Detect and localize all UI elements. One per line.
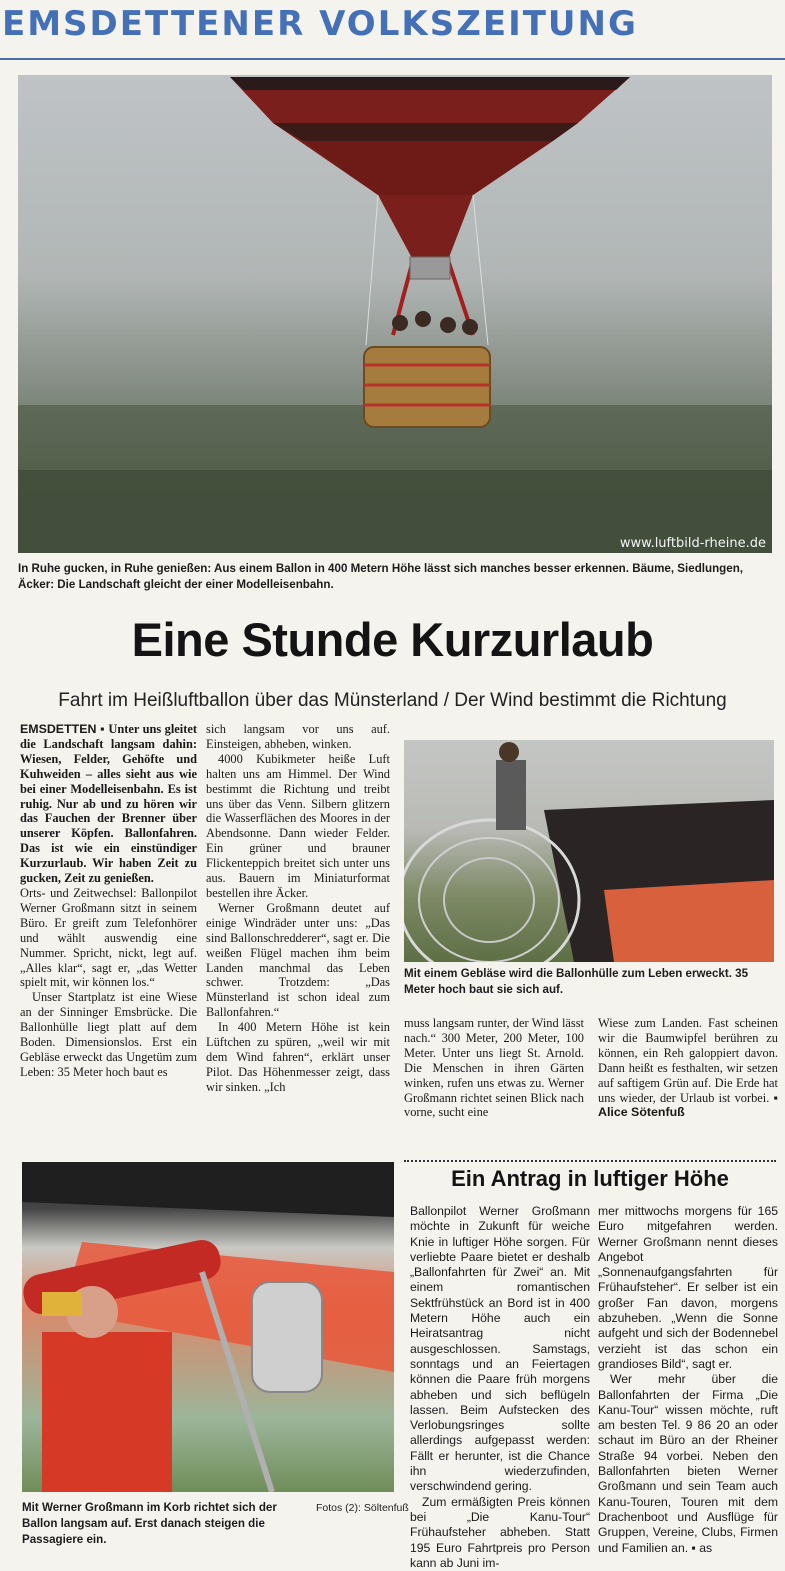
inflation-photo-caption: Mit einem Gebläse wird die Ballonhülle zum Leben erweckt. 35 Meter hoch baut sie sich auf. [404, 967, 749, 996]
sidebar-column-2 [598, 1204, 778, 1556]
paragraph: Werner Großmann deutet auf einige Windräder unter uns: „Das sind Ballonschredderer“, sagt er. Die weißen Flügel machen ihm beim Landen manchmal das Leben schwer. Trotzdem: „Das Münsterland ist schon ideal zum Ballonfahren.“ [206, 900, 390, 1020]
article-column-2 [206, 722, 390, 1095]
section-divider [404, 1160, 776, 1162]
paragraph: sich langsam vor uns auf. Einsteigen, abheben, winken. [206, 722, 390, 751]
basket-photo-caption: Mit Werner Großmann im Korb richtet sich der Ballon langsam auf. Erst danach steigen die Passagiere ein. [22, 1501, 277, 1546]
paragraph-text: Wiese zum Landen. Fast scheinen wir die Baumwipfel berühren zu können, ein Reh galoppiert davon. Dann heißt es festhalten, wir setzen auf saftigem Grün auf. Die Erde hat uns wieder, der Urlaub ist vorbei. [598, 1016, 778, 1105]
sidebar-headline: Ein Antrag in luftiger Höhe [451, 1166, 729, 1191]
paragraph: Wer mehr über die Ballonfahrten der Firma „Die Kanu-Tour“ wissen möchte, ruft am besten Tel. 9 86 20 an oder schaut im Büro an der Rheiner Straße 94 vorbei. Neben den Ballonfahrten bieten Werner Großmann und sein Team auch Kanu-Touren, Touren mit dem Drachenboot und Ausflüge für Gruppen, Vereine, Clubs, Firmen und Familien an. ▪ as [598, 1372, 778, 1555]
paragraph: In 400 Metern Höhe ist kein Lüftchen zu spüren, „weil wir mit dem Wind fahren“, erklärt unser Pilot. Das Höhenmesser zeigt, dass wir sinken. „Ich [206, 1020, 390, 1094]
photo-credit: www.luftbild-rheine.de [619, 536, 766, 551]
balloon-illustration [18, 75, 772, 553]
paragraph: mer mittwochs morgens für 165 Euro mitgefahren werden. Werner Großmann nennt dieses Angebot „Sonnenaufgangsfahrten für Frühaufsteher“. Er selber ist ein großer Fan davon, morgens abzuheben. „Wenn die Sonne aufgeht und sich der Bodennebel verzieht ist das schon ein grandioses Bild“, sagt er. [598, 1204, 778, 1371]
author-byline: ▪ Alice Sötenfuß [598, 1090, 778, 1120]
masthead [0, 0, 785, 60]
inflation-illustration [404, 740, 774, 962]
paragraph: Unser Startplatz ist eine Wiese an der Sinninger Emsbrücke. Die Ballonhülle liegt platt auf dem Boden. Dimensionslos. Erst ein Gebläse erweckt das Ungetüm zum Leben: 35 Meter hoch baut es [20, 990, 197, 1079]
paragraph: muss langsam runter, der Wind lässt nach.“ 300 Meter, 200 Meter, 100 Meter. Unter uns liegt St. Arnold. Die Menschen in ihren Gärten winken, rufen uns etwas zu. Werner Großmann richtet seinen Blick nach vorne, sucht eine [404, 1016, 584, 1120]
sidebar-column-1 [410, 1204, 590, 1571]
article-subheadline: Fahrt im Heißluftballon über das Münsterland / Der Wind bestimmt die Richtung [58, 690, 727, 711]
balloon-aerial-photo [18, 75, 772, 553]
paragraph [598, 1016, 778, 1120]
article-column-3 [404, 1016, 584, 1120]
lead-paragraph: Unter uns gleitet die Landschaft langsam dahin: Wiesen, Felder, Gehöfte und Kuhweiden – alles sieht aus wie bei einer Modelleisenbahn. Es ist ruhig. Nur ab und zu hören wir das Fauchen der Brenner über unserer Köpfen. Ballonfahren. Das ist wie ein einstündiger Kurzurlaub. Wir haben Zeit zu gucken, Zeit zu genießen. [20, 722, 197, 886]
paragraph: Zum ermäßigten Preis können bei „Die Kanu-Tour“ Frühaufsteher abheben. Statt 195 Euro Fahrtpreis pro Person kann ab Juni im- [410, 1494, 590, 1570]
paragraph: Orts- und Zeitwechsel: Ballonpilot Werner Großmann sitzt in seinem Büro. Er greift zum Telefonhörer und wählt auswendig eine Nummer. Spricht, nickt, legt auf. „Alles klar“, sagt er, „das Wetter spielt mit, wir können los.“ [20, 885, 197, 990]
photo-credits: Fotos (2): Söltenfuß [316, 1502, 409, 1514]
balloon-inflation-photo [404, 740, 774, 962]
article-column-1 [20, 722, 197, 1080]
main-photo-caption: In Ruhe gucken, in Ruhe genießen: Aus einem Ballon in 400 Metern Höhe lässt sich manches besser erkennen. Bäume, Siedlungen, Äcker: Die Landschaft gleicht der einer Modelleisenbahn. [18, 562, 744, 591]
basket-photo [22, 1162, 394, 1492]
basket-illustration [22, 1162, 394, 1492]
dateline: EMSDETTEN ▪ [20, 722, 105, 736]
paragraph: Ballonpilot Werner Großmann möchte in Zukunft für weiche Knie in luftiger Höhe sorgen. Für verliebte Paare bietet er deshalb „Ballonfahrten für Zwei“ an. Mit einem romantischen Sektfrühstück an Bord ist in 400 Metern Höhe auch ein Heiratsantrag nicht ausgeschlossen. Samstags, sonntags und an Feiertagen können die Paare früh morgens abheben und sich beflügeln lassen. Beim Aufstecken des Verlobungsringes sollte allerdings aufgepasst werden: Fällt er herunter, ist die Chance ihn wiederzufinden, verschwindend gering. [410, 1204, 590, 1494]
paragraph: 4000 Kubikmeter heiße Luft halten uns am Himmel. Der Wind bestimmt die Richtung und treibt uns über das Venn. Silbern glitzern die Wasserflächen des Moores in der Abendsonne. Dann wieder Felder. Ein grüner und brauner Flickenteppich breitet sich unter uns aus. Bauern im Miniaturformat bestellen ihre Äcker. [206, 751, 390, 900]
newspaper-title: EMSDETTENER VOLKSZEITUNG [2, 4, 638, 44]
article-headline: Eine Stunde Kurzurlaub [131, 613, 654, 666]
article-column-4 [598, 1016, 778, 1120]
